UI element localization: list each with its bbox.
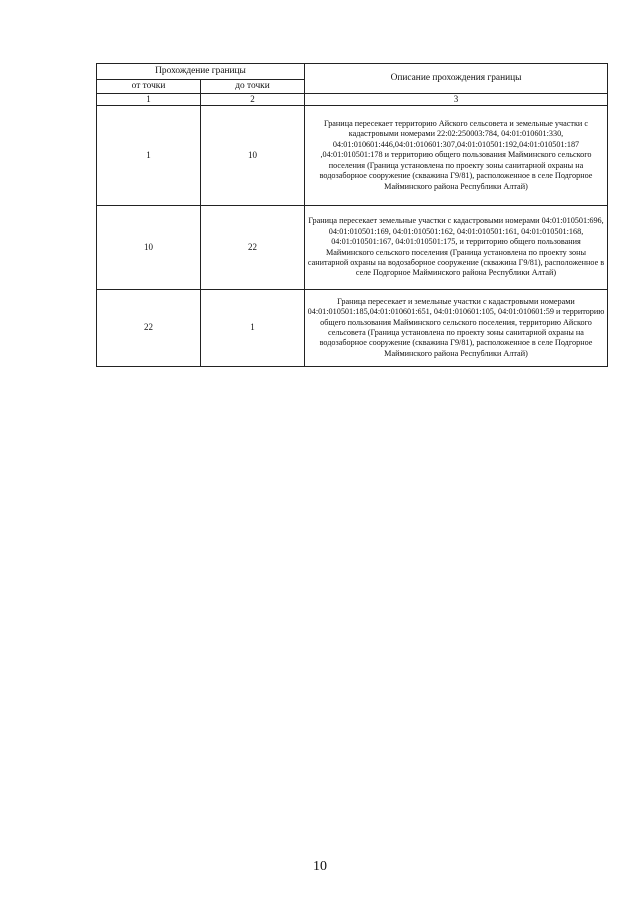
to-point-cell: 22	[201, 206, 305, 290]
column-number: 1	[97, 94, 201, 106]
to-point-cell: 10	[201, 106, 305, 206]
description-cell: Граница пересекает земельные участки с кадастровыми номерами 04:01:010501:696, 04:01:010501:169, 04:01:010501:162, 04:01:010501:161, 04:01:010501:168, 04:01:010501:167, 04:01:010501:175, и территорию общего пользования Майминского сельского поселения (Граница установлена по проекту зоны санитарной охраны на водозаборное сооружение (скважина Г9/81), расположенное в селе Подгорное Майминского района Республики Алтай)	[305, 206, 608, 290]
table-header-row	[97, 64, 608, 80]
from-point-cell: 22	[97, 290, 201, 367]
column-number: 3	[305, 94, 608, 106]
table-row	[97, 106, 608, 206]
header-to-point: до точки	[201, 80, 305, 94]
table-row	[97, 290, 608, 367]
column-number: 2	[201, 94, 305, 106]
header-boundary-passage: Прохождение границы	[97, 64, 305, 80]
page-number: 10	[313, 859, 327, 874]
description-cell: Граница пересекает территорию Айского сельсовета и земельные участки с кадастровыми номерами 22:02:250003:784, 04:01:010601:330, 04:01:010601:446,04:01:010601:307,04:01:010501:192,04:01:010501:187 ,04:01:010501:178 и территорию общего пользования Майминского сельского поселения (Граница установлена по проекту зоны санитарной охраны на водозаборное сооружение (скважина Г9/81), расположенное в селе Подгорное Майминского района Республики Алтай)	[305, 106, 608, 206]
from-point-cell: 1	[97, 106, 201, 206]
boundary-table	[96, 63, 608, 367]
from-point-cell: 10	[97, 206, 201, 290]
column-number-row	[97, 94, 608, 106]
description-cell: Граница пересекает и земельные участки с кадастровыми номерами 04:01:010501:185,04:01:010601:651, 04:01:010601:105, 04:01:010601:59 и территорию общего пользования Майминского сельского поселения, территорию Айского сельсовета (Граница установлена по проекту зоны санитарной охраны на водозаборное сооружение (скважина Г9/81), расположенное в селе Подгорное Майминского района Республики Алтай)	[305, 290, 608, 367]
header-boundary-description: Описание прохождения границы	[305, 64, 608, 94]
header-from-point: от точки	[97, 80, 201, 94]
to-point-cell: 1	[201, 290, 305, 367]
table-row	[97, 206, 608, 290]
